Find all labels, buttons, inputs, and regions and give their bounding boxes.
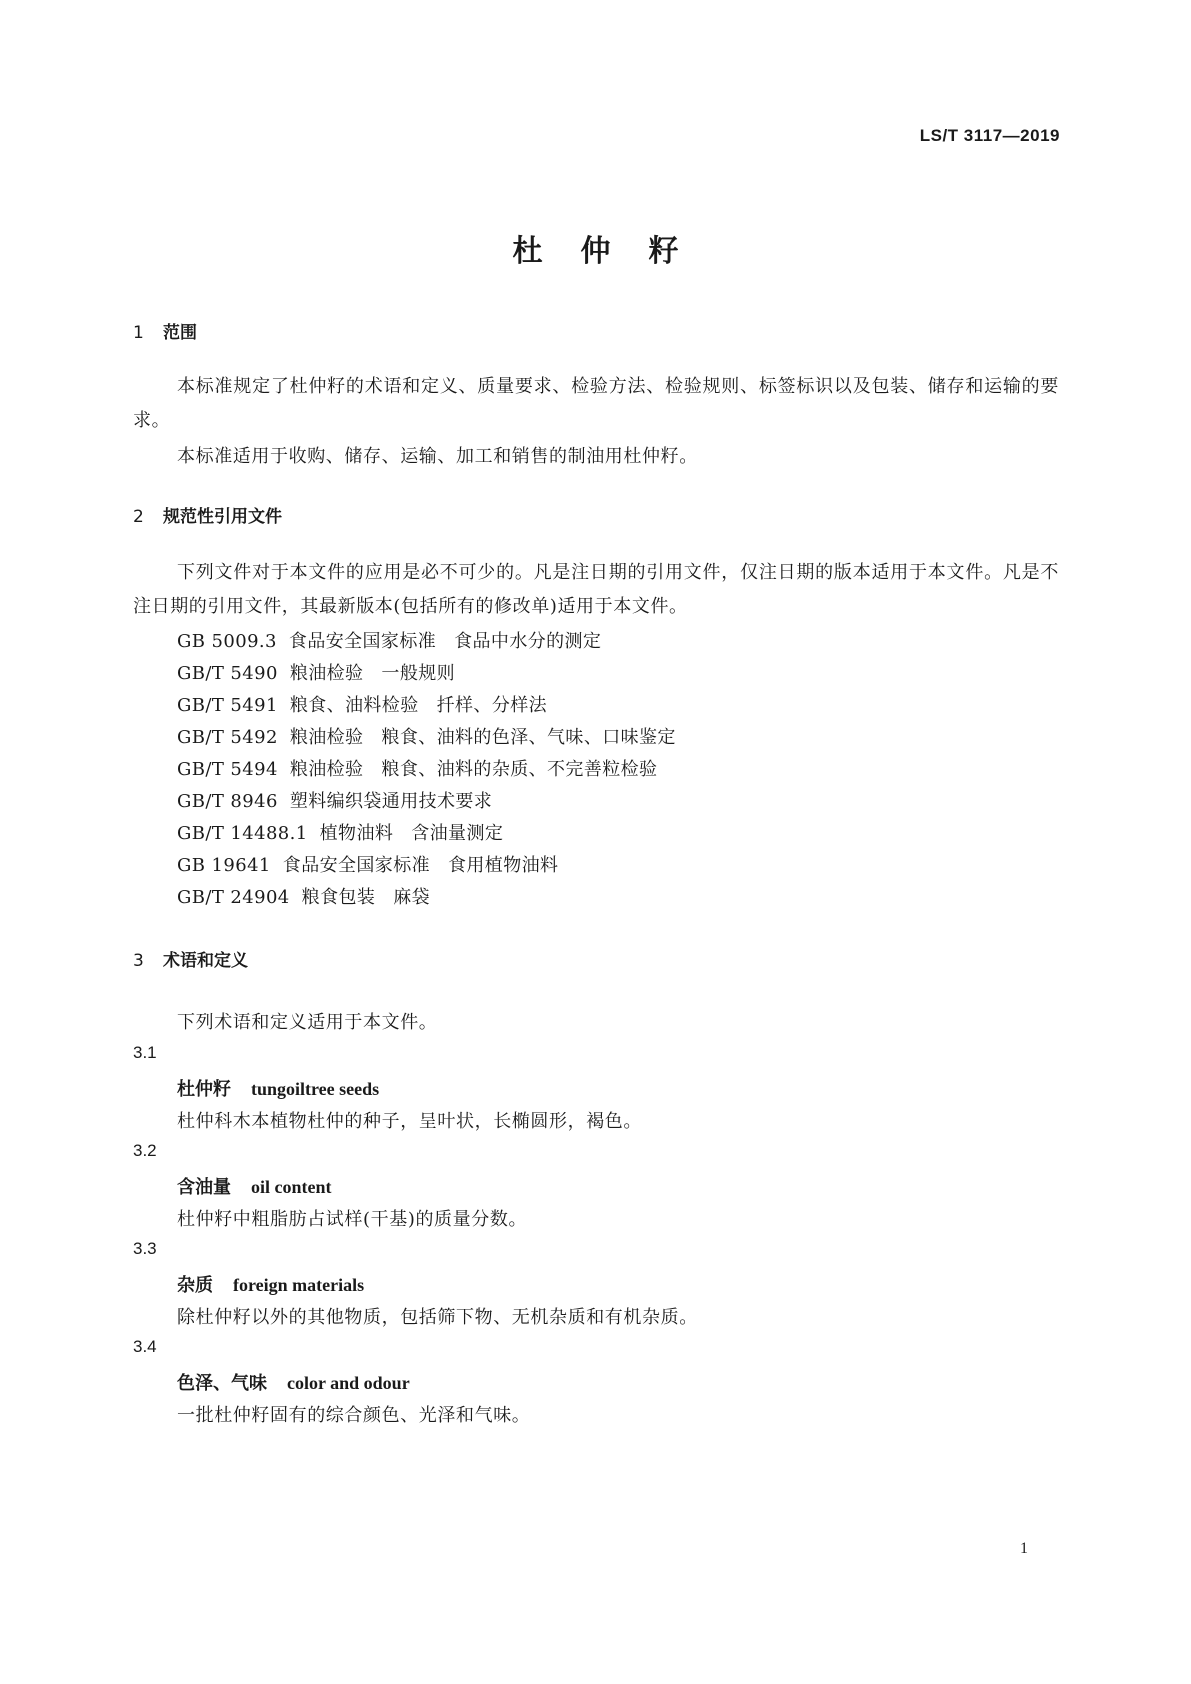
reference-item: [177, 723, 676, 749]
term-definition: 杜仲籽中粗脂肪占试样(干基)的质量分数。: [177, 1209, 528, 1230]
reference-item: [177, 787, 510, 813]
reference-title: 食品安全国家标准: [288, 631, 437, 652]
section-number: 2: [133, 507, 144, 527]
reference-item: [177, 627, 601, 653]
reference-code: GB/T 14488.1: [177, 823, 308, 844]
reference-title: 植物油料: [319, 823, 394, 844]
section-title: 规范性引用文件: [163, 507, 282, 527]
reference-item: [177, 851, 558, 877]
page-number: 1: [1020, 1540, 1028, 1557]
reference-subtitle: 麻袋: [393, 887, 431, 908]
reference-title: 粮油检验: [289, 727, 364, 748]
reference-subtitle: 食用植物油料: [448, 855, 559, 876]
term-entry: [177, 1369, 410, 1395]
section-title: 术语和定义: [163, 951, 248, 971]
reference-title: 食品安全国家标准: [282, 855, 430, 876]
reference-code: GB/T 5494: [177, 759, 278, 780]
reference-subtitle: 粮食、油料的杂质、不完善粒检验: [381, 759, 658, 780]
standard-code: LS/T 3117—2019: [919, 126, 1060, 145]
term-zh: 色泽、气味: [177, 1373, 267, 1394]
reference-code: GB/T 24904: [177, 887, 290, 908]
reference-subtitle: 食品中水分的测定: [454, 631, 602, 652]
section-title: 范围: [163, 323, 197, 343]
reference-item: [177, 883, 430, 909]
reference-code: GB 19641: [177, 855, 271, 876]
section-3-heading: [133, 946, 248, 971]
term-en: color and odour: [287, 1373, 410, 1393]
term-zh: 含油量: [177, 1177, 231, 1198]
section-1-heading: [133, 318, 197, 343]
terms-intro: 下列术语和定义适用于本文件。: [177, 1012, 438, 1033]
references-intro: 下列文件对于本文件的应用是必不可少的。凡是注日期的引用文件，仅注日期的版本适用于本文件。凡是不注日期的引用文件，其最新版本(包括所有的修改单)适用于本文件。: [133, 562, 1059, 617]
section-number: 1: [133, 323, 144, 343]
clause-number: 3.2: [133, 1141, 157, 1160]
reference-title: 粮食包装: [301, 887, 376, 908]
term-definition: 杜仲科木本植物杜仲的种子，呈叶状，长椭圆形，褐色。: [177, 1111, 642, 1132]
reference-code: GB/T 5492: [177, 727, 278, 748]
document-title: 杜仲籽: [512, 234, 717, 269]
reference-subtitle: 粮食、油料的色泽、气味、口味鉴定: [381, 727, 676, 748]
clause-number: 3.3: [133, 1239, 157, 1258]
section-2-heading: [133, 502, 282, 527]
reference-title: 塑料编织袋通用技术要求: [289, 791, 493, 812]
scope-paragraph-2: 本标准适用于收购、储存、运输、加工和销售的制油用杜仲籽。: [177, 446, 698, 467]
term-zh: 杜仲籽: [177, 1079, 231, 1100]
reference-item: [177, 659, 455, 685]
term-en: foreign materials: [233, 1275, 365, 1295]
clause-number: 3.1: [133, 1043, 157, 1062]
reference-title: 粮食、油料检验: [289, 695, 419, 716]
reference-item: [177, 691, 547, 717]
term-definition: 一批杜仲籽固有的综合颜色、光泽和气味。: [177, 1405, 531, 1426]
term-en: tungoiltree seeds: [251, 1079, 380, 1099]
reference-code: GB 5009.3: [177, 631, 277, 652]
term-en: oil content: [251, 1177, 332, 1197]
reference-subtitle: 扦样、分样法: [436, 695, 548, 716]
reference-item: [177, 819, 503, 845]
reference-title: 粮油检验: [289, 663, 364, 684]
term-entry: [177, 1271, 364, 1297]
reference-subtitle: 含油量测定: [411, 823, 504, 844]
reference-code: GB/T 5490: [177, 663, 278, 684]
clause-number: 3.4: [133, 1337, 157, 1356]
reference-item: [177, 755, 657, 781]
section-number: 3: [133, 951, 144, 971]
term-entry: [177, 1173, 332, 1199]
reference-subtitle: 一般规则: [381, 663, 456, 684]
reference-code: GB/T 5491: [177, 695, 278, 716]
term-definition: 除杜仲籽以外的其他物质，包括筛下物、无机杂质和有机杂质。: [177, 1307, 698, 1328]
scope-paragraph-1: 本标准规定了杜仲籽的术语和定义、质量要求、检验方法、检验规则、标签标识以及包装、储存和运输的要求。: [133, 376, 1059, 431]
term-zh: 杂质: [177, 1275, 213, 1296]
term-entry: [177, 1075, 379, 1101]
reference-code: GB/T 8946: [177, 791, 278, 812]
reference-title: 粮油检验: [289, 759, 364, 780]
